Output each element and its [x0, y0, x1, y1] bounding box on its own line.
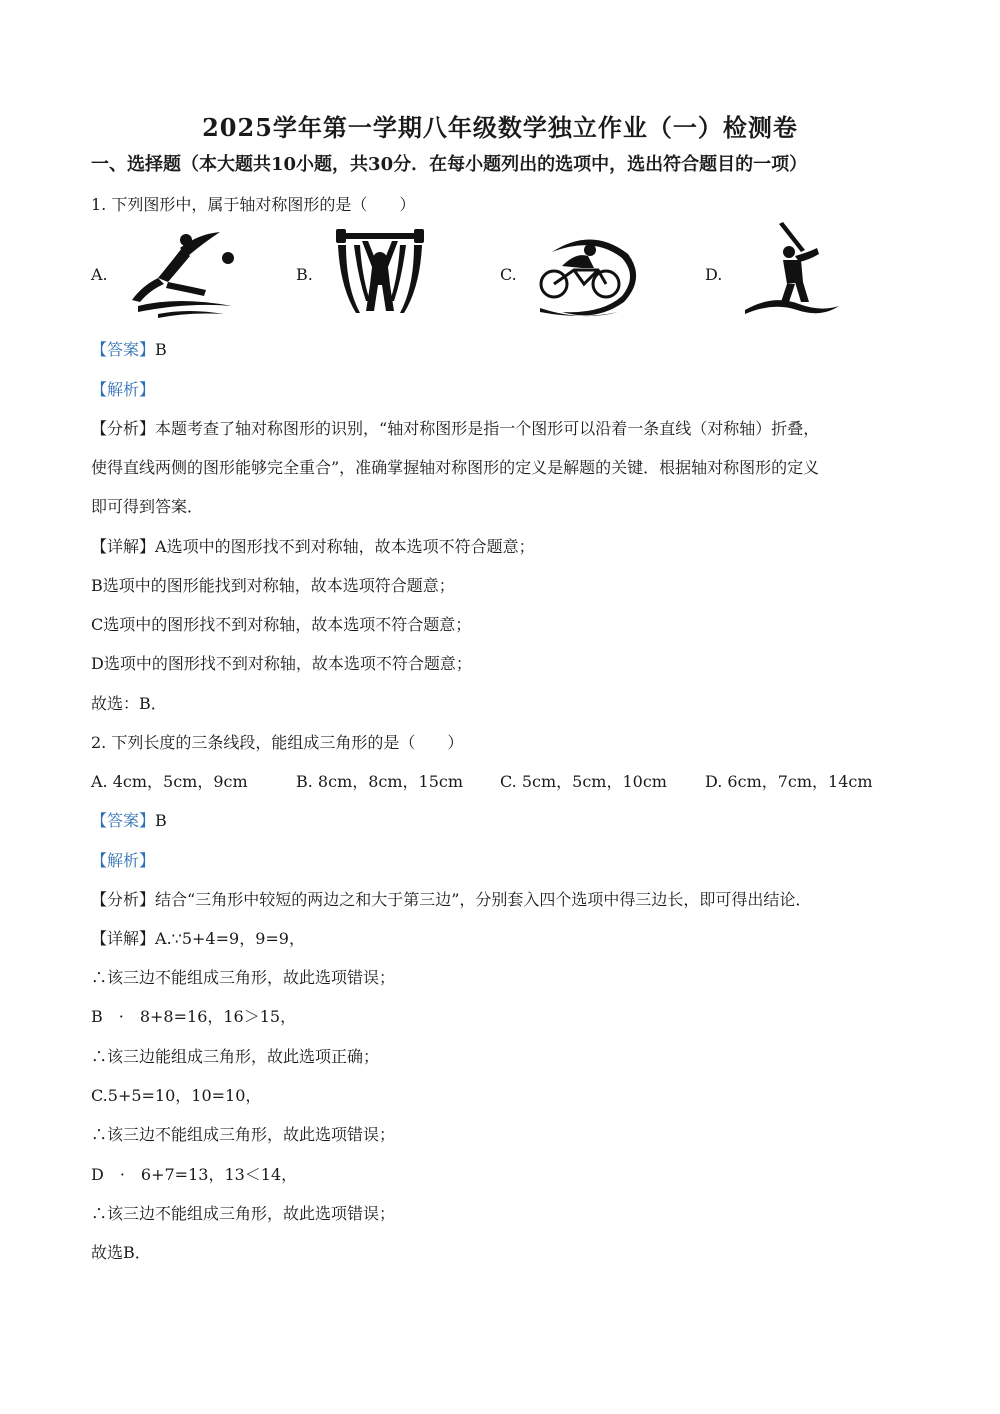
- q2-detail-line: ∴该三边不能组成三角形，故此选项错误；: [91, 968, 396, 987]
- q2-analysis-tag: 【解析】: [91, 851, 156, 870]
- answer-tag: 【答案】: [91, 811, 156, 830]
- answer-value: B: [155, 811, 167, 830]
- q2-option-a: A. 4cm，5cm，9cm: [91, 772, 248, 791]
- q1-answer: [91, 337, 167, 360]
- section-heading: 一、选择题（本大题共10小题，共30分．在每小题列出的选项中，选出符合题目的一项）: [91, 154, 808, 175]
- q1-option-a-label: A.: [91, 265, 108, 284]
- volleyball-player-icon: [128, 226, 238, 318]
- xiangjie-tag: 【详解】: [91, 929, 156, 948]
- fenxi-text: 结合“三角形中较短的两边之和大于第三边”，分别套入四个选项中得三边长，即可得出结论．: [155, 890, 812, 909]
- q2-detail-line: [91, 926, 305, 949]
- q1-detail-line: [91, 534, 535, 557]
- detail-text: A选项中的图形找不到对称轴，故本选项不符合题意；: [155, 537, 535, 556]
- q1-analysis-line: [91, 416, 819, 439]
- fenxi-tag: 【分析】: [91, 419, 156, 438]
- q2-option-c: C. 5cm，5cm，10cm: [500, 772, 667, 791]
- q2-answer: [91, 808, 167, 831]
- q2-detail-line: C.5+5=10，10=10，: [91, 1086, 262, 1105]
- answer-tag: 【答案】: [91, 340, 156, 359]
- q2-detail-line: ∴该三边不能组成三角形，故此选项错误；: [91, 1204, 396, 1223]
- q2-detail-line: 故选B．: [91, 1243, 151, 1262]
- q1-detail-line: B选项中的图形能找到对称轴，故本选项符合题意；: [91, 576, 455, 595]
- fenxi-text: 本题考查了轴对称图形的识别，“轴对称图形是指一个图形可以沿着一条直线（对称轴）折叠，: [155, 419, 820, 438]
- q1-analysis-line: 即可得到答案．: [91, 497, 204, 516]
- q1-detail-line: 故选：B．: [91, 694, 167, 713]
- golfer-icon: [743, 222, 841, 318]
- q2-detail-line: ∴该三边能组成三角形，故此选项正确；: [91, 1047, 380, 1066]
- q1-option-b-label: B.: [296, 265, 313, 284]
- q1-stem: 1. 下列图形中，属于轴对称图形的是（ ）: [91, 195, 416, 214]
- cyclist-icon: [532, 232, 642, 320]
- page-title: 2025学年第一学期八年级数学独立作业（一）检测卷: [202, 113, 798, 142]
- q1-analysis-line: 使得直线两侧的图形能够完全重合”，准确掌握轴对称图形的定义是解题的关键．根据轴对称图形的定义: [91, 458, 820, 477]
- q1-option-d-label: D.: [705, 265, 723, 284]
- q2-analysis-line: [91, 887, 811, 910]
- xiangjie-tag: 【详解】: [91, 537, 156, 556]
- q2-detail-line: B · 8+8=16，16＞15，: [91, 1007, 297, 1026]
- q1-detail-line: C选项中的图形找不到对称轴，故本选项不符合题意；: [91, 615, 472, 634]
- q2-detail-line: ∴该三边不能组成三角形，故此选项错误；: [91, 1125, 396, 1144]
- fenxi-tag: 【分析】: [91, 890, 156, 909]
- weightlifter-icon: [334, 227, 426, 317]
- detail-text: A.∵5+4=9，9=9，: [155, 929, 305, 948]
- q1-analysis-tag: 【解析】: [91, 380, 156, 399]
- q2-stem: 2. 下列长度的三条线段，能组成三角形的是（ ）: [91, 733, 464, 752]
- q2-option-d: D. 6cm，7cm，14cm: [705, 772, 873, 791]
- q2-option-b: B. 8cm，8cm，15cm: [296, 772, 464, 791]
- answer-value: B: [155, 340, 167, 359]
- q1-option-c-label: C.: [500, 265, 517, 284]
- q2-detail-line: D · 6+7=13，13＜14，: [91, 1165, 298, 1184]
- q1-detail-line: D选项中的图形找不到对称轴，故本选项不符合题意；: [91, 654, 472, 673]
